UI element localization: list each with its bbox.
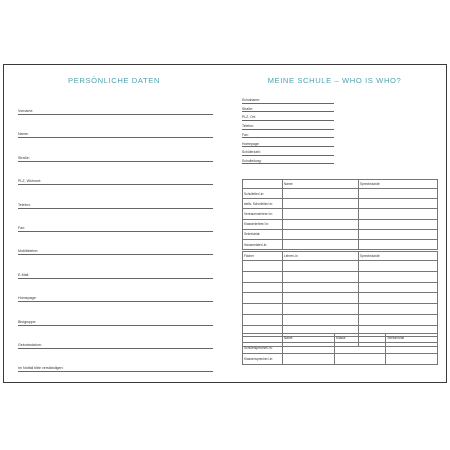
personal-field[interactable] (18, 199, 213, 209)
office-hours-cell[interactable] (359, 199, 438, 209)
personal-field-label: PLZ, Wohnort: (18, 179, 42, 184)
personal-field-label: E-Mail: (18, 272, 30, 277)
table-row (243, 314, 438, 325)
student-reps-table-header: Name (283, 334, 335, 343)
student-reps-table-header: Telefon/Mail (386, 334, 438, 343)
table-row (243, 282, 438, 293)
office-hours-cell[interactable] (359, 239, 438, 249)
class-cell[interactable] (335, 353, 386, 364)
staff-table-header (243, 180, 283, 189)
personal-field[interactable] (18, 269, 213, 279)
subject-cell[interactable] (243, 261, 283, 272)
writing-line (18, 348, 213, 349)
office-hours-cell[interactable] (359, 271, 438, 282)
staff-role-label: Sekretariat: (243, 229, 283, 239)
office-hours-cell[interactable] (359, 314, 438, 325)
subject-cell[interactable] (243, 293, 283, 304)
office-hours-cell[interactable] (359, 219, 438, 229)
office-hours-cell[interactable] (359, 282, 438, 293)
staff-table-header: Name (283, 180, 359, 189)
school-field[interactable] (242, 95, 334, 104)
school-field[interactable] (242, 139, 334, 148)
student-reps-table-header (243, 334, 283, 343)
table-row (243, 293, 438, 304)
school-field[interactable] (242, 130, 334, 139)
teacher-cell[interactable] (283, 304, 359, 315)
table-row (243, 271, 438, 282)
table-row (243, 209, 438, 219)
staff-role-label: Klassenlehrer/-in: (243, 219, 283, 229)
personal-field[interactable] (18, 245, 213, 255)
office-hours-cell[interactable] (359, 293, 438, 304)
personal-field[interactable] (18, 152, 213, 162)
personal-field[interactable] (18, 339, 213, 349)
rep-role-label: Schülersprecher/-in: (243, 343, 283, 354)
school-field-label: Homepage: (242, 141, 260, 146)
writing-line (18, 254, 213, 255)
table-row (243, 199, 438, 209)
school-field-label: Fax: (242, 132, 249, 137)
name-cell[interactable] (283, 229, 359, 239)
table-row (243, 239, 438, 249)
staff-role-label: Schulleiter/-in: (243, 189, 283, 199)
personal-field-label: Straße: (18, 155, 30, 160)
writing-line (18, 114, 213, 115)
staff-role-label: Vertrauenslehrer/-in: (243, 209, 283, 219)
office-hours-cell[interactable] (359, 209, 438, 219)
personal-field-label: Vorname: (18, 109, 34, 113)
personal-field[interactable] (18, 128, 213, 138)
school-field[interactable] (242, 104, 334, 113)
personal-field[interactable] (18, 292, 213, 302)
name-cell[interactable] (283, 353, 335, 364)
office-hours-cell[interactable] (359, 304, 438, 315)
personal-field[interactable] (18, 222, 213, 232)
teacher-cell[interactable] (283, 293, 359, 304)
writing-line (18, 208, 213, 209)
table-row (243, 229, 438, 239)
staff-role-label: stellv. Schulleiter/-in: (243, 199, 283, 209)
teachers-table-header: Lehrer/-in (283, 252, 359, 261)
personal-field-label: Mobiltelefon: (18, 249, 39, 254)
personal-field-label: Homepage: (18, 296, 37, 301)
writing-line (18, 278, 213, 279)
name-cell[interactable] (283, 239, 359, 249)
contact-cell[interactable] (386, 343, 438, 354)
writing-line (18, 137, 213, 138)
writing-line (18, 325, 213, 326)
table-row (243, 261, 438, 272)
name-cell[interactable] (283, 219, 359, 229)
subject-cell[interactable] (243, 271, 283, 282)
writing-line (18, 161, 213, 162)
writing-line (18, 231, 213, 232)
personal-data-heading: PERSÖNLICHE DATEN (68, 76, 160, 85)
personal-field-label: Name: (18, 132, 29, 137)
personal-field[interactable] (18, 362, 213, 372)
personal-field-label: Telefon: (18, 202, 31, 207)
table-row (243, 343, 438, 354)
school-field-label: PLZ, Ort: (242, 115, 256, 120)
name-cell[interactable] (283, 209, 359, 219)
personal-field-label: Fax: (18, 226, 25, 230)
name-cell[interactable] (283, 199, 359, 209)
teacher-cell[interactable] (283, 314, 359, 325)
personal-field-label: Im Notfall bitte verständigen: (18, 366, 64, 371)
staff-table-header: Sprechstunde (359, 180, 438, 189)
office-hours-cell[interactable] (359, 261, 438, 272)
teacher-cell[interactable] (283, 271, 359, 282)
school-field[interactable] (242, 156, 334, 165)
class-cell[interactable] (335, 343, 386, 354)
staff-role-label: Hausmeister/-in: (243, 239, 283, 249)
notebook-page (3, 64, 447, 383)
office-hours-cell[interactable] (359, 229, 438, 239)
school-field[interactable] (242, 112, 334, 121)
school-field[interactable] (242, 147, 334, 156)
writing-line (18, 301, 213, 302)
table-row (243, 219, 438, 229)
school-heading: MEINE SCHULE – WHO IS WHO? (267, 76, 402, 85)
personal-field-label: Geburtsdatum: (18, 343, 42, 347)
name-cell[interactable] (283, 189, 359, 199)
school-field-label: Schulleitung: (242, 158, 262, 163)
writing-line (18, 184, 213, 185)
teachers-table-header: Sprechstunde (359, 252, 438, 261)
writing-line (242, 163, 334, 164)
table-row (243, 353, 438, 364)
subject-cell[interactable] (243, 304, 283, 315)
name-cell[interactable] (283, 343, 335, 354)
school-field-label: Straße: (242, 106, 254, 111)
contact-cell[interactable] (386, 353, 438, 364)
teacher-cell[interactable] (283, 282, 359, 293)
personal-field-label: Blutgruppe: (18, 319, 37, 324)
student-reps-table-header: Klasse (335, 334, 386, 343)
school-field-label: Telefon: (242, 124, 254, 129)
personal-field[interactable] (18, 175, 213, 185)
teacher-cell[interactable] (283, 261, 359, 272)
subject-cell[interactable] (243, 282, 283, 293)
personal-field[interactable] (18, 316, 213, 326)
writing-line (18, 371, 213, 372)
staff-table (242, 179, 438, 250)
personal-field[interactable] (18, 105, 213, 115)
office-hours-cell[interactable] (359, 189, 438, 199)
school-field[interactable] (242, 121, 334, 130)
table-row (243, 189, 438, 199)
school-field-label: Schulname: (242, 98, 260, 102)
subject-cell[interactable] (243, 314, 283, 325)
student-reps-table (242, 333, 438, 365)
table-row (243, 304, 438, 315)
school-field-label: Schülerzahl: (242, 150, 261, 155)
teachers-table-header: Fächer (243, 252, 283, 261)
rep-role-label: Klassensprecher/-in: (243, 353, 283, 364)
